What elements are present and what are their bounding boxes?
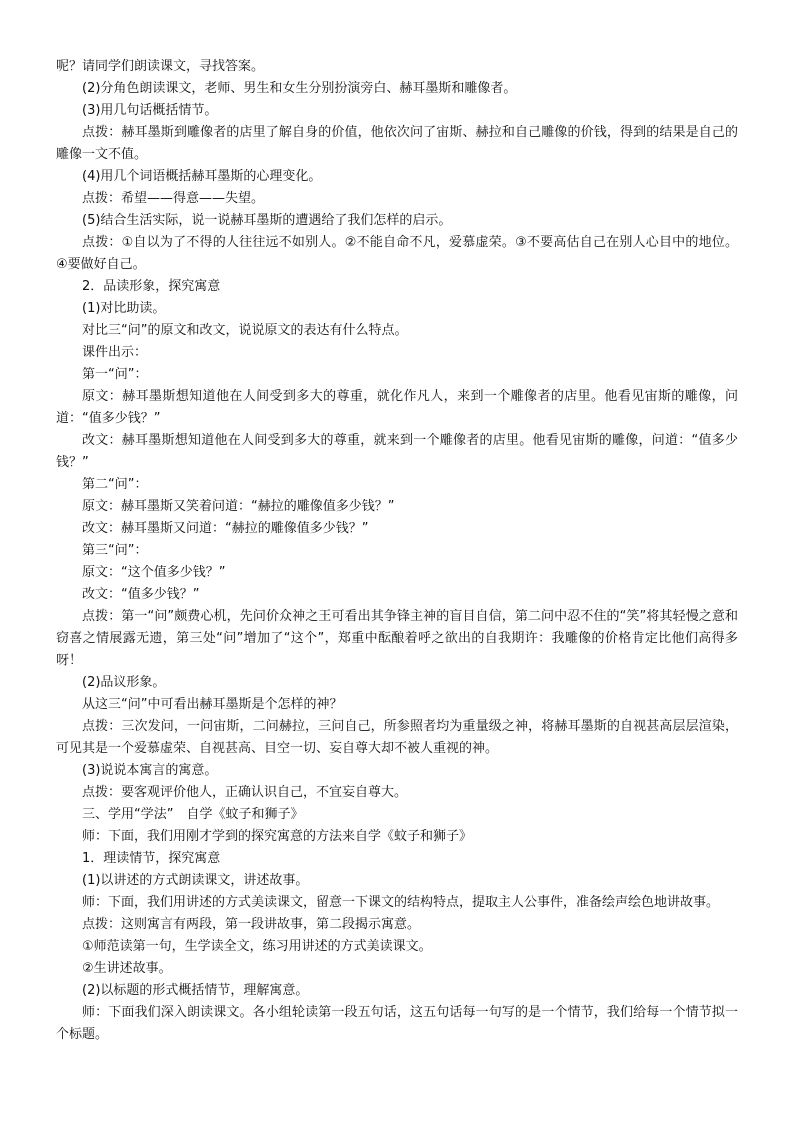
paragraph-22: (2)品议形象。 <box>82 675 166 690</box>
paragraph-12: 第一“问”： <box>82 367 148 382</box>
paragraph-23: 从这三“问”中可看出赫耳墨斯是个怎样的神？ <box>82 697 343 712</box>
paragraph-10: 对比三“问”的原文和改文，说说原文的表达有什么特点。 <box>82 323 408 338</box>
paragraph-0: 呢？请同学们朗读课文，寻找答案。 <box>56 59 265 74</box>
paragraph-2: (3)用几句话概括情节。 <box>82 103 218 118</box>
paragraph-6: (5)结合生活实际，说一说赫耳墨斯的遭遇给了我们怎样的启示。 <box>82 213 452 228</box>
paragraph-8: 2．品读形象，探究寓意 <box>82 279 221 294</box>
paragraph-25: (3)说说本寓言的寓意。 <box>82 763 218 778</box>
paragraph-4: (4)用几个词语概括赫耳墨斯的心理变化。 <box>82 169 322 184</box>
paragraph-32: 点拨：这则寓言有两段，第一段讲故事，第二段揭示寓意。 <box>82 917 421 932</box>
paragraph-26: 点拨：要客观评价他人，正确认识自己，不宜妄自尊大。 <box>82 785 408 800</box>
paragraph-15: 第二“问”： <box>82 477 148 492</box>
paragraph-21: 点拨：第一“问”颇费心机，先问价众神之王可看出其争锋主神的盲目自信，第二问中忍不住的“笑”将其轻慢之意和窃喜之情展露无遗，第三处“问”增加了“这个”，郑重中酝酿着呼之欲出的自我期许：我雕像的价格肯定比他们高得多呀！ <box>56 609 738 668</box>
paragraph-11: 课件出示： <box>82 345 148 360</box>
paragraph-34: ②生讲述故事。 <box>82 961 172 976</box>
paragraph-31: 师：下面，我们用讲述的方式美读课文，留意一下课文的结构特点，提取主人公事件，准备绘声绘色地讲故事。 <box>82 895 720 910</box>
paragraph-14: 改文：赫耳墨斯想知道他在人间受到多大的尊重，就来到一个雕像者的店里。他看见宙斯的雕像，问道：“值多少钱？” <box>56 433 738 470</box>
paragraph-5: 点拨：希望——得意——失望。 <box>82 191 265 206</box>
paragraph-33: ①师范读第一句，生学读全文，练习用讲述的方式美读课文。 <box>82 939 432 954</box>
paragraph-18: 第三“问”： <box>82 543 148 558</box>
paragraph-24: 点拨：三次发问，一问宙斯，二问赫拉，三问自己，所参照者均为重量级之神，将赫耳墨斯的自视甚高层层渲染，可见其是一个爱慕虚荣、自视甚高、目空一切、妄自尊大却不被人重视的神。 <box>56 719 738 756</box>
paragraph-1: (2)分角色朗读课文，老师、男生和女生分别扮演旁白、赫耳墨斯和雕像者。 <box>82 81 517 96</box>
paragraph-27: 三、学用“学法” 自学《蚊子和狮子》 <box>82 807 304 822</box>
paragraph-28: 师：下面，我们用刚才学到的探究寓意的方法来自学《蚊子和狮子》 <box>82 829 473 844</box>
paragraph-35: (2)以标题的形式概括情节，理解寓意。 <box>82 983 309 998</box>
paragraph-13: 原文：赫耳墨斯想知道他在人间受到多大的尊重，就化作凡人，来到一个雕像者的店里。他看见宙斯的雕像，问道：“值多少钱？” <box>56 389 738 426</box>
paragraph-7: 点拨：①自以为了不得的人往往远不如别人。②不能自命不凡，爱慕虚荣。③不要高估自己在别人心目中的地位。④要做好自己。 <box>56 235 738 272</box>
paragraph-36: 师：下面我们深入朗读课文。各小组轮读第一段五句话，这五句话每一句写的是一个情节，我们给每一个情节拟一个标题。 <box>56 1005 738 1042</box>
paragraph-19: 原文：“这个值多少钱？” <box>82 565 226 580</box>
paragraph-16: 原文：赫耳墨斯又笑着问道：“赫拉的雕像值多少钱？” <box>82 499 395 514</box>
paragraph-17: 改文：赫耳墨斯又问道：“赫拉的雕像值多少钱？” <box>82 521 369 536</box>
paragraph-9: (1)对比助读。 <box>82 301 166 316</box>
paragraph-20: 改文：“值多少钱？” <box>82 587 200 602</box>
paragraph-30: (1)以讲述的方式朗读课文，讲述故事。 <box>82 873 309 888</box>
paragraph-29: 1．理读情节，探究寓意 <box>82 851 221 866</box>
paragraph-3: 点拨：赫耳墨斯到雕像者的店里了解自身的价值，他依次问了宙斯、赫拉和自己雕像的价钱，得到的结果是自己的雕像一文不值。 <box>56 125 738 162</box>
